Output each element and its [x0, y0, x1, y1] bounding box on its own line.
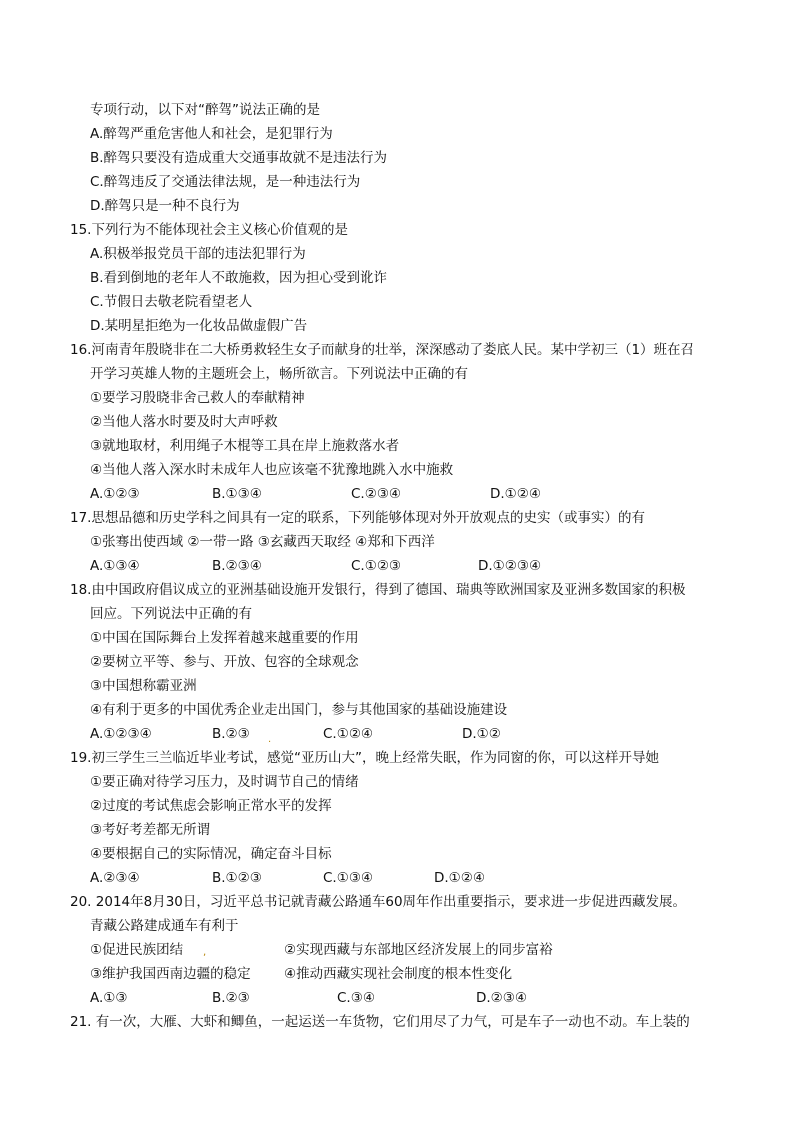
q14-stem-continuation: 专项行动，以下对“醉驾”说法正确的是	[90, 102, 320, 118]
q18-choice-d: D.①②	[462, 726, 501, 742]
q14-option-c: C.醉驾违反了交通法律法规，是一种违法行为	[90, 174, 361, 190]
q19-choice-d: D.①②④	[434, 870, 485, 886]
q17-choice-c: C.①②③	[351, 558, 402, 574]
q19-stem: 19.初三学生三兰临近毕业考试，感觉“亚历山大”，晚上经常失眠，作为同窗的你，可以这样开导她	[70, 750, 659, 766]
stray-dot-mark: .	[268, 734, 272, 745]
q17-stem: 17.思想品德和历史学科之间具有一定的联系，下列能够体现对外开放观点的史实（或事实）的有	[70, 510, 645, 526]
q19-choice-a: A.②③④	[90, 870, 140, 886]
q19-choice-c: C.①③④	[323, 870, 374, 886]
q16-choice-b: B.①③④	[212, 486, 262, 502]
q18-item-2: ②要树立平等、参与、开放、包容的全球观念	[90, 654, 359, 670]
q18-item-3: ③中国想称霸亚洲	[90, 678, 197, 694]
q17-choice-d: D.①②③④	[478, 558, 542, 574]
q17-choice-b: B.②③④	[212, 558, 262, 574]
q18-choice-c: C.①②④	[323, 726, 374, 742]
q21-stem: 21. 有一次，大雁、大虾和鲫鱼，一起运送一车货物，它们用尽了力气，可是车子一动也不动。车上装的	[70, 1014, 690, 1030]
q16-stem-line2: 开学习英雄人物的主题班会上，畅所欲言。下列说法中正确的有	[90, 366, 468, 382]
q15-option-a: A.积极举报党员干部的违法犯罪行为	[90, 246, 306, 262]
q20-item-4: ④推动西藏实现社会制度的根本性变化	[284, 966, 513, 982]
q16-choice-d: D.①②④	[490, 486, 541, 502]
stray-dot-mark-2: ,	[203, 947, 207, 958]
q20-item-3: ③维护我国西南边疆的稳定	[90, 966, 251, 982]
q20-choice-c: C.③④	[337, 990, 375, 1006]
q16-item-4: ④当他人落入深水时未成年人也应该毫不犹豫地跳入水中施救	[90, 462, 454, 478]
q19-item-4: ④要根据自己的实际情况，确定奋斗目标	[90, 846, 332, 862]
q19-item-2: ②过度的考试焦虑会影响正常水平的发挥	[90, 798, 332, 814]
q16-item-1: ①要学习殷晓非舍己救人的奉献精神	[90, 390, 305, 406]
q15-option-c: C.节假日去敬老院看望老人	[90, 294, 253, 310]
q18-choice-a: A.①②③④	[90, 726, 152, 742]
q18-stem-line1: 18.由中国政府倡议成立的亚洲基础设施开发银行，得到了德国、瑞典等欧洲国家及亚洲多数国家的积极	[70, 582, 686, 598]
q16-item-2: ②当他人落水时要及时大声呼救	[90, 414, 278, 430]
q16-stem-line1: 16.河南青年殷晓非在二大桥勇救轻生女子而献身的壮举，深深感动了娄底人民。某中学初三（1）班在召	[70, 342, 695, 358]
q15-option-d: D.某明星拒绝为一化妆品做虚假广告	[90, 318, 308, 334]
q20-stem-line1: 20. 2014年8月30日，习近平总书记就青藏公路通车60周年作出重要指示，要求进一步促进西藏发展。	[70, 894, 687, 910]
q20-choice-b: B.②③	[212, 990, 250, 1006]
q16-item-3: ③就地取材，利用绳子木棍等工具在岸上施救落水者	[90, 438, 400, 454]
q18-choice-b: B.②③	[212, 726, 250, 742]
q14-option-d: D.醉驾只是一种不良行为	[90, 198, 240, 214]
q20-stem-line2: 青藏公路建成通车有利于	[90, 918, 239, 934]
q14-option-a: A.醉驾严重危害他人和社会，是犯罪行为	[90, 126, 333, 142]
q20-choice-d: D.②③④	[476, 990, 527, 1006]
q14-option-b: B.醉驾只要没有造成重大交通事故就不是违法行为	[90, 150, 388, 166]
q20-item-2: ②实现西藏与东部地区经济发展上的同步富裕	[284, 942, 553, 958]
q20-item-1: ①促进民族团结	[90, 942, 184, 958]
q15-option-b: B.看到倒地的老年人不敢施救，因为担心受到讹诈	[90, 270, 388, 286]
q16-choice-c: C.②③④	[351, 486, 402, 502]
q19-item-3: ③考好考差都无所谓	[90, 822, 211, 838]
q19-choice-b: B.①②③	[212, 870, 262, 886]
q18-stem-line2: 回应。下列说法中正确的有	[90, 606, 252, 622]
q19-item-1: ①要正确对待学习压力，及时调节自己的情绪	[90, 774, 359, 790]
q20-choice-a: A.①③	[90, 990, 128, 1006]
q17-choice-a: A.①③④	[90, 558, 140, 574]
q18-item-1: ①中国在国际舞台上发挥着越来越重要的作用	[90, 630, 359, 646]
q17-items: ①张骞出使西域 ②一带一路 ③玄藏西天取经 ④郑和下西洋	[90, 534, 435, 550]
q16-choice-a: A.①②③	[90, 486, 140, 502]
q15-stem: 15.下列行为不能体现社会主义核心价值观的是	[70, 222, 348, 238]
q18-item-4: ④有利于更多的中国优秀企业走出国门，参与其他国家的基础设施建设	[90, 702, 508, 718]
